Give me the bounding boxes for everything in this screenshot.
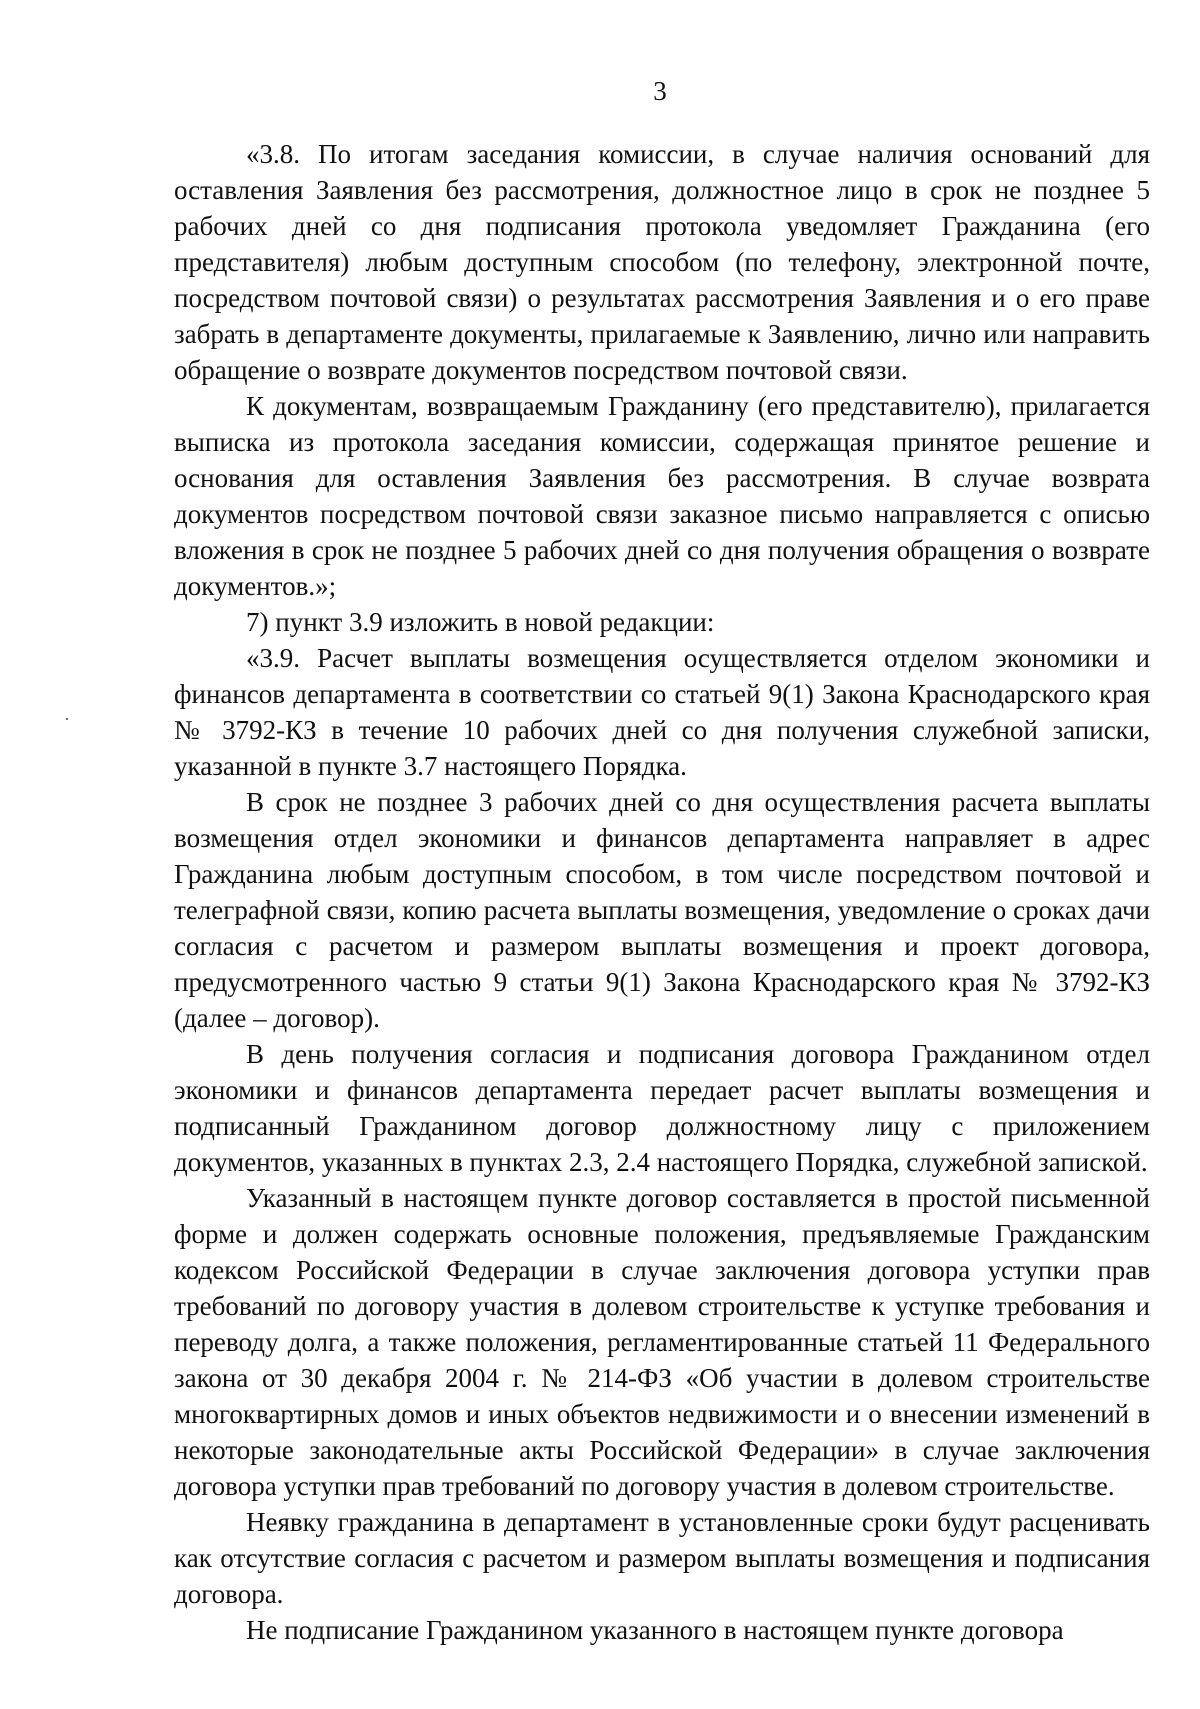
paragraph-item-7: 7) пункт 3.9 изложить в новой редакции: (246, 607, 715, 637)
paragraph-non-appearance: Неявку гражданина в департамент в установленные сроки будут расценивать как отсутствие согласия с расчетом и размером выплаты возмещения и подписания договора. (174, 1507, 1150, 1609)
paragraph-3-9: «3.9. Расчет выплаты возмещения осуществляется отделом экономики и финансов департамента в соответствии со статьей 9(1) Закона Краснодарского края № 3792-КЗ в течение 10 рабочих дней со дня получения служебной записки, указанной в пункте 3.7 настоящего Порядка. (174, 643, 1150, 781)
paragraph-3-8: «3.8. По итогам заседания комиссии, в случае наличия оснований для оставления Заявления без рассмотрения, должностное лицо в срок не позднее 5 рабочих дней со дня подписания протокола уведомляет Гражданина (его представителя) любым доступным способом (по телефону, электронной почте, посредством почтовой связи) о результатах рассмотрения Заявления и о его праве забрать в департаменте документы, прилагаемые к Заявлению, лично или направить обращение о возврате документов посредством почтовой связи. (174, 139, 1150, 385)
paragraph-not-signing: Не подписание Гражданином указанного в настоящем пункте договора (246, 1615, 1064, 1645)
paragraph-contract-form: Указанный в настоящем пункте договор составляется в простой письменной форме и должен содержать основные положения, предъявляемые Гражданским кодексом Российской Федерации в случае заключения договора уступки прав требований по договору участия в долевом строительстве к уступке требования и переводу долга, а также положения, регламентированные статьей 11 Федерального закона от 30 декабря 2004 г. № 214-ФЗ «Об участии в долевом строительстве многоквартирных домов и иных объектов недвижимости и о внесении изменений в некоторые законодательные акты Российской Федерации» в случае заключения договора уступки прав требований по договору участия в долевом строительстве. (174, 1183, 1150, 1501)
paragraph-returned-documents: К документам, возвращаемым Гражданину (его представителю), прилагается выписка из протокола заседания комиссии, содержащая принятое решение и основания для оставления Заявления без рассмотрения. В случае возврата документов посредством почтовой связи заказное письмо направляется с описью вложения в срок не позднее 5 рабочих дней со дня получения обращения о возврате документов.»; (174, 391, 1150, 601)
scan-speck (66, 718, 68, 720)
paragraph-consent-day: В день получения согласия и подписания договора Гражданином отдел экономики и финансов департамента передает расчет выплаты возмещения и подписанный Гражданином договор должностному лицу с приложением документов, указанных в пунктах 2.3, 2.4 настоящего Порядка, служебной запиской. (174, 1039, 1150, 1177)
paragraph-calculation-notice: В срок не позднее 3 рабочих дней со дня осуществления расчета выплаты возмещения отдел экономики и финансов департамента направляет в адрес Гражданина любым доступным способом, в том числе посредством почтовой и телеграфной связи, копию расчета выплаты возмещения, уведомление о сроках дачи согласия с расчетом и размером выплаты возмещения и проект договора, предусмотренного частью 9 статьи 9(1) Закона Краснодарского края № 3792-КЗ (далее – договор). (174, 787, 1150, 1033)
page-number: 3 (653, 76, 667, 106)
document-body (174, 136, 1150, 1648)
